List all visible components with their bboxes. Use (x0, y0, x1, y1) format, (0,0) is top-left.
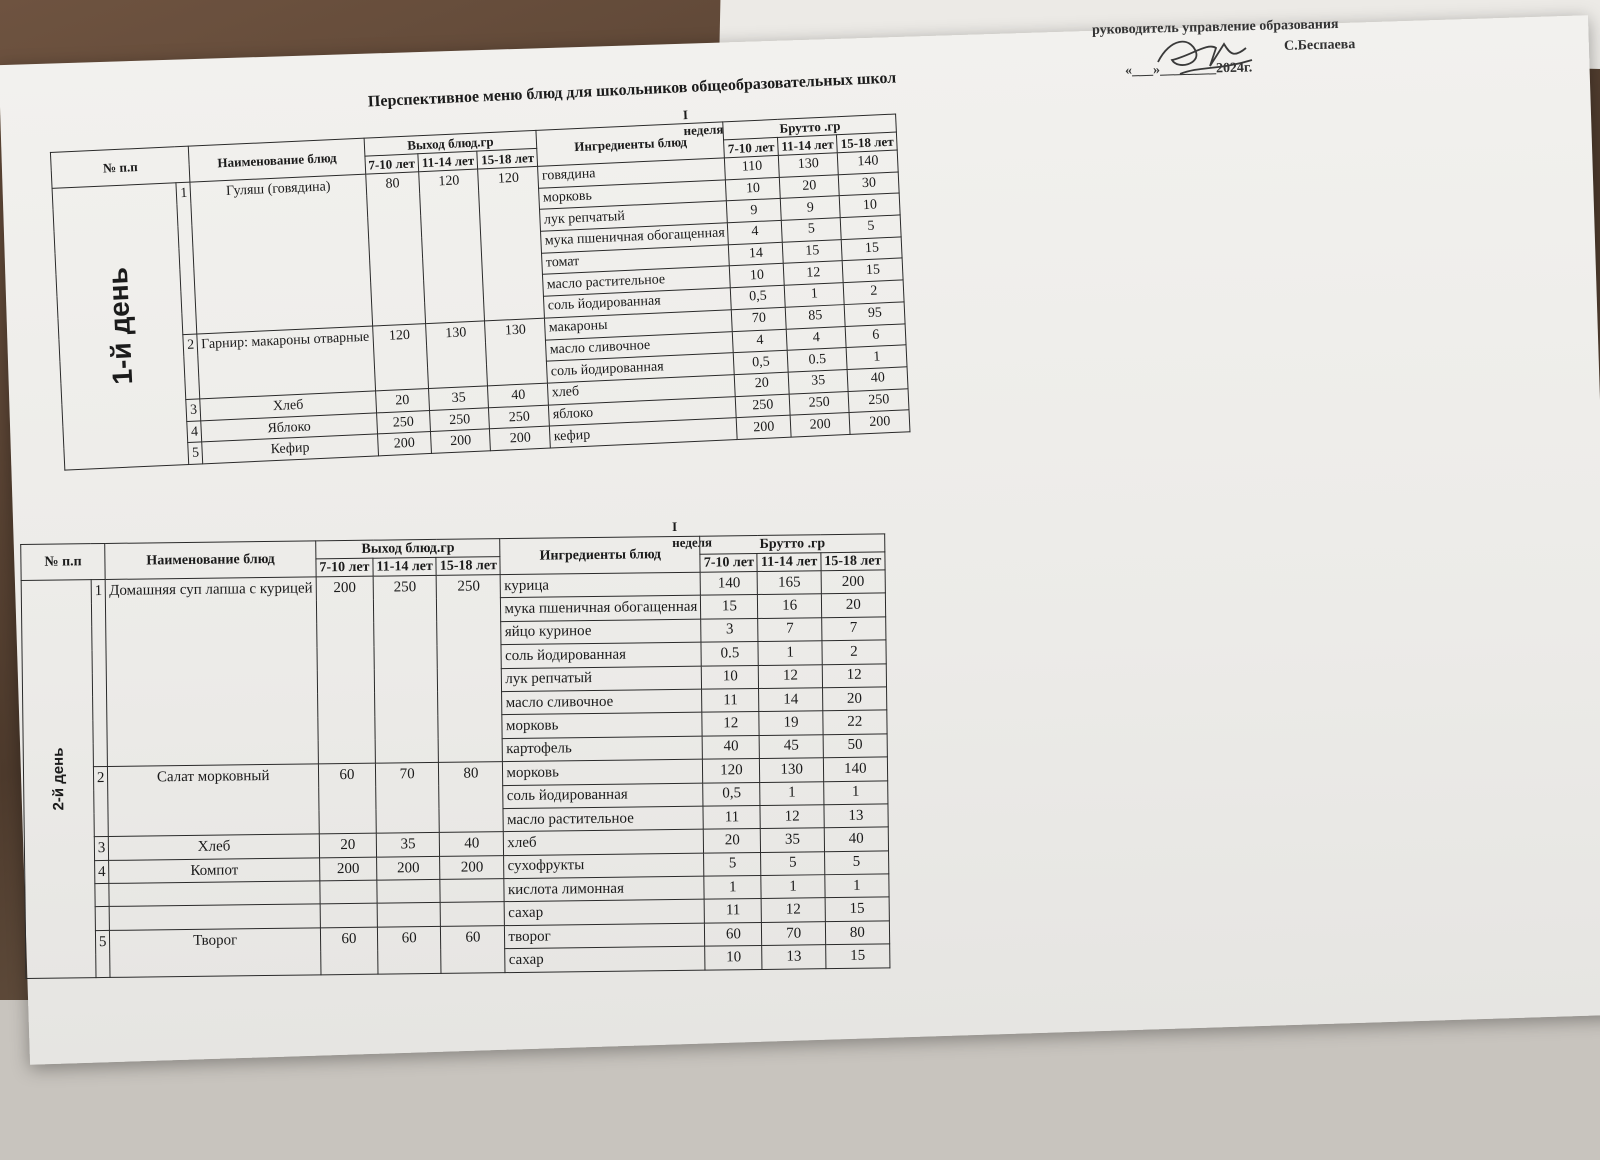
ingredient-gross: 5 (824, 851, 888, 875)
gross-age-header: 11-14 лет (777, 135, 837, 156)
ingredient-gross: 35 (761, 828, 825, 852)
ingredient-gross: 15 (825, 944, 889, 968)
ingredient-gross: 5 (704, 852, 761, 876)
ingredient-gross: 5 (841, 215, 902, 239)
ingredient-name: хлеб (548, 374, 736, 404)
dish-name (109, 881, 320, 907)
ingredient-gross: 13 (824, 804, 888, 828)
ingredient-gross: 95 (844, 302, 905, 326)
ingredient-gross: 0.5 (787, 348, 847, 372)
ingredient-name: масло сливочное (502, 689, 702, 715)
ingredient-name: масло растительное (503, 806, 703, 832)
ingredient-name: соль йодированная (547, 353, 735, 383)
ingredient-gross: 19 (759, 711, 823, 735)
ingredient-name: сахар (505, 900, 705, 926)
ingredient-gross: 1 (825, 874, 889, 898)
ingredient-name: масло сливочное (546, 331, 734, 361)
dish-yield: 200 (377, 432, 431, 456)
ingredient-gross: 22 (823, 710, 887, 734)
ingredient-name: творог (505, 923, 705, 949)
ingredient-gross: 200 (790, 413, 850, 437)
dish-yield: 40 (440, 832, 504, 856)
ingredient-gross: 250 (789, 391, 849, 415)
ingredient-name: масло растительное (543, 266, 731, 296)
dish-yield: 250 (436, 575, 502, 763)
dish-number: 5 (188, 442, 203, 464)
ingredient-gross: 6 (845, 323, 906, 347)
day-label (52, 183, 189, 470)
gross-age-header: 7-10 лет (700, 553, 757, 572)
dish-number: 3 (186, 399, 201, 421)
ingredient-gross: 12 (822, 663, 886, 687)
ingredient-gross: 1 (784, 283, 844, 307)
ingredient-gross: 80 (825, 921, 889, 945)
ingredient-gross: 70 (762, 922, 826, 946)
approval-position: руководитель управление образования (1091, 16, 1339, 39)
ingredient-gross: 20 (779, 174, 839, 198)
ingredient-gross: 13 (762, 945, 826, 969)
ingredient-gross: 20 (822, 687, 886, 711)
dish-name: Компот (109, 858, 320, 884)
ingredient-gross: 85 (785, 304, 845, 328)
ingredient-name: мука пшеничная обогащенная (541, 223, 729, 253)
ingredient-gross: 16 (758, 594, 822, 618)
ingredient-gross: 50 (823, 734, 887, 758)
ingredient-gross: 120 (703, 759, 760, 783)
ingredient-gross: 9 (780, 196, 840, 220)
dish-yield: 35 (376, 833, 440, 857)
ingredient-name: соль йодированная (501, 642, 701, 668)
ingredient-gross: 9 (727, 199, 781, 223)
dish-yield: 200 (440, 855, 504, 879)
menu-table-day2 (20, 533, 890, 978)
yield-age-header: 15-18 лет (477, 148, 538, 169)
dish-number: 5 (95, 930, 110, 977)
dish-yield (320, 880, 377, 904)
ingredient-gross: 60 (705, 922, 762, 946)
ingredient-gross: 40 (824, 827, 888, 851)
gross-age-header: 7-10 лет (724, 137, 778, 157)
dish-yield: 60 (441, 925, 506, 973)
dish-name: Яблоко (201, 412, 377, 442)
ingredient-gross: 3 (701, 618, 758, 642)
ingredient-gross: 1 (846, 345, 907, 369)
ingredient-name: кефир (550, 418, 738, 448)
dish-yield: 200 (319, 857, 376, 881)
ingredient-gross: 4 (728, 220, 782, 244)
dish-yield: 70 (375, 763, 439, 834)
yield-age-header: 15-18 лет (436, 557, 500, 576)
ingredient-gross: 40 (847, 367, 908, 391)
ingredient-name: макароны (545, 310, 733, 340)
ingredient-name: сахар (505, 946, 705, 972)
dish-yield: 20 (375, 388, 429, 412)
approval-date: «___»________2024г. (1124, 60, 1253, 79)
day-label-text: 2-й день (49, 747, 68, 811)
ingredient-gross: 70 (732, 307, 786, 331)
ingredients-header: Ингредиенты блюд (536, 122, 724, 166)
dish-name: Гуляш (говядина) (190, 174, 372, 334)
ingredient-name: морковь (502, 713, 702, 739)
ingredient-gross: 130 (778, 153, 838, 177)
ingredient-name: сухофрукты (504, 853, 704, 879)
dish-yield: 120 (478, 166, 545, 320)
dish-yield: 200 (316, 576, 375, 764)
dish-yield: 200 (431, 429, 491, 453)
ingredient-gross: 11 (704, 899, 761, 923)
ingredient-gross: 10 (705, 946, 762, 970)
dish-yield: 80 (439, 762, 504, 833)
num-header: № п.п (50, 146, 190, 188)
dish-number: 3 (94, 837, 109, 861)
ingredient-gross: 1 (761, 875, 825, 899)
ingredient-gross: 14 (759, 688, 823, 712)
approval-name: С.Беспаева (1283, 37, 1356, 54)
dish-name: Хлеб (109, 834, 320, 860)
ingredient-gross: 140 (823, 757, 887, 781)
dish-yield: 60 (320, 927, 378, 974)
ingredient-gross: 7 (821, 617, 885, 641)
day-label (21, 580, 96, 978)
ingredient-gross: 45 (760, 734, 824, 758)
dish-yield: 60 (318, 763, 376, 834)
ingredient-gross: 10 (726, 177, 780, 201)
ingredient-gross: 20 (735, 372, 789, 396)
ingredients-header: Ингредиенты блюд (500, 536, 700, 574)
ingredient-gross: 5 (781, 218, 841, 242)
ingredient-gross: 110 (725, 155, 779, 179)
gross-age-header: 11-14 лет (757, 553, 821, 572)
dish-header: Наименование блюд (105, 541, 316, 580)
yield-header: Выход блюд.гр (316, 539, 501, 559)
dish-yield: 250 (430, 407, 490, 431)
ingredient-gross: 140 (700, 571, 757, 595)
dish-yield (440, 879, 504, 903)
ingredient-gross: 130 (760, 758, 824, 782)
ingredient-gross: 250 (848, 388, 909, 412)
ingredient-gross: 12 (762, 898, 826, 922)
ingredient-gross: 10 (840, 193, 901, 217)
dish-number (95, 884, 110, 908)
ingredient-name: соль йодированная (503, 783, 703, 809)
ingredient-gross: 1 (823, 780, 887, 804)
ingredient-gross: 165 (758, 571, 822, 595)
num-header: № п.п (21, 543, 106, 580)
dish-name: Творог (110, 928, 321, 977)
ingredient-name: соль йодированная (544, 288, 732, 318)
ingredient-gross: 0.5 (701, 642, 758, 666)
ingredient-gross: 11 (702, 688, 759, 712)
dish-name: Хлеб (200, 391, 376, 421)
ingredient-name: томат (542, 245, 730, 275)
ingredient-gross: 15 (782, 239, 842, 263)
dish-yield: 250 (373, 575, 439, 763)
ingredient-name: хлеб (504, 829, 704, 855)
ingredient-name: мука пшеничная обогащенная (501, 596, 701, 622)
dish-yield: 80 (365, 172, 425, 326)
dish-yield: 120 (419, 169, 485, 323)
ingredient-gross: 0,5 (734, 350, 788, 374)
dish-yield: 200 (490, 426, 551, 450)
ingredient-gross: 12 (760, 805, 824, 829)
ingredient-gross: 2 (822, 640, 886, 664)
dish-name: Гарнир: макароны отварные (197, 326, 375, 399)
yield-age-header: 7-10 лет (316, 558, 373, 577)
dish-yield: 250 (489, 405, 550, 429)
ingredient-gross: 200 (821, 570, 885, 594)
week-label: I неделя (682, 106, 724, 139)
ingredient-gross: 12 (783, 261, 843, 285)
week-label: I неделя (671, 518, 713, 551)
dish-yield: 130 (485, 318, 548, 386)
ingredient-name: лук репчатый (502, 666, 702, 692)
dish-yield: 200 (377, 856, 441, 880)
dish-number: 4 (94, 860, 109, 884)
dish-yield: 120 (372, 323, 428, 390)
dish-number: 2 (93, 767, 108, 837)
dish-number: 1 (91, 579, 108, 766)
dish-number (95, 907, 110, 931)
ingredient-gross: 4 (733, 329, 787, 353)
dish-yield: 35 (429, 386, 489, 410)
ingredient-name: картофель (503, 736, 703, 762)
dish-name: Домашняя суп лапша с курицей (106, 577, 319, 767)
ingredient-gross: 35 (788, 369, 848, 393)
menu-table-day1 (50, 114, 911, 471)
ingredient-gross: 30 (839, 172, 900, 196)
day-label-text: 1-й день (101, 267, 139, 386)
gross-age-header: 15-18 лет (837, 132, 898, 153)
yield-age-header: 7-10 лет (364, 154, 418, 174)
ingredient-gross: 1 (704, 876, 761, 900)
dish-yield (377, 903, 441, 927)
ingredient-gross: 12 (759, 664, 823, 688)
yield-age-header: 11-14 лет (373, 557, 437, 576)
ingredient-name: курица (501, 572, 701, 598)
page-title: Перспективное меню блюд для школьников общеобразовательных школ (367, 69, 897, 111)
dish-header: Наименование блюд (189, 138, 366, 182)
dish-name: Салат морковный (108, 764, 319, 837)
ingredient-gross: 20 (704, 829, 761, 853)
ingredient-gross: 15 (841, 237, 902, 261)
ingredient-gross: 2 (843, 280, 904, 304)
gross-age-header: 15-18 лет (821, 552, 885, 571)
dish-yield (320, 904, 377, 928)
dish-yield (440, 902, 504, 926)
ingredient-gross: 11 (703, 805, 760, 829)
dish-yield (377, 879, 441, 903)
dish-number: 4 (187, 420, 202, 442)
dish-yield: 20 (319, 833, 376, 857)
dish-name: Кефир (202, 434, 378, 464)
ingredient-gross: 10 (730, 264, 784, 288)
ingredient-gross: 12 (702, 712, 759, 736)
ingredient-gross: 40 (702, 735, 759, 759)
dish-name (110, 904, 321, 930)
gross-header: Брутто .гр (723, 114, 897, 140)
ingredient-name: кислота лимонная (504, 876, 704, 902)
ingredient-name: говядина (538, 158, 726, 188)
dish-number: 2 (183, 334, 200, 400)
ingredient-gross: 15 (825, 897, 889, 921)
ingredient-name: морковь (503, 759, 703, 785)
ingredient-gross: 1 (758, 641, 822, 665)
ingredient-gross: 140 (838, 150, 899, 174)
ingredient-gross: 20 (821, 593, 885, 617)
ingredient-gross: 0,5 (731, 285, 785, 309)
ingredient-name: яйцо куриное (501, 619, 701, 645)
ingredient-gross: 5 (761, 851, 825, 875)
dish-yield: 60 (377, 926, 441, 974)
ingredient-gross: 10 (702, 665, 759, 689)
ingredient-gross: 4 (786, 326, 846, 350)
dish-number: 1 (176, 182, 197, 334)
ingredient-gross: 0,5 (703, 782, 760, 806)
ingredient-gross: 7 (758, 617, 822, 641)
ingredient-gross: 1 (760, 781, 824, 805)
yield-age-header: 11-14 лет (418, 151, 478, 172)
dish-yield: 250 (376, 410, 430, 434)
ingredient-gross: 200 (737, 415, 791, 439)
dish-yield: 130 (426, 321, 488, 389)
gross-header: Брутто .гр (700, 534, 885, 554)
ingredient-name: лук репчатый (540, 201, 728, 231)
ingredient-name: яблоко (549, 396, 737, 426)
ingredient-gross: 200 (849, 410, 910, 434)
ingredient-gross: 14 (729, 242, 783, 266)
ingredient-gross: 250 (736, 394, 790, 418)
yield-header: Выход блюд.гр (364, 130, 538, 156)
dish-yield: 40 (488, 383, 549, 407)
ingredient-gross: 15 (701, 595, 758, 619)
ingredient-gross: 15 (842, 258, 903, 282)
ingredient-name: морковь (539, 180, 727, 210)
signature-mark (1150, 30, 1260, 85)
